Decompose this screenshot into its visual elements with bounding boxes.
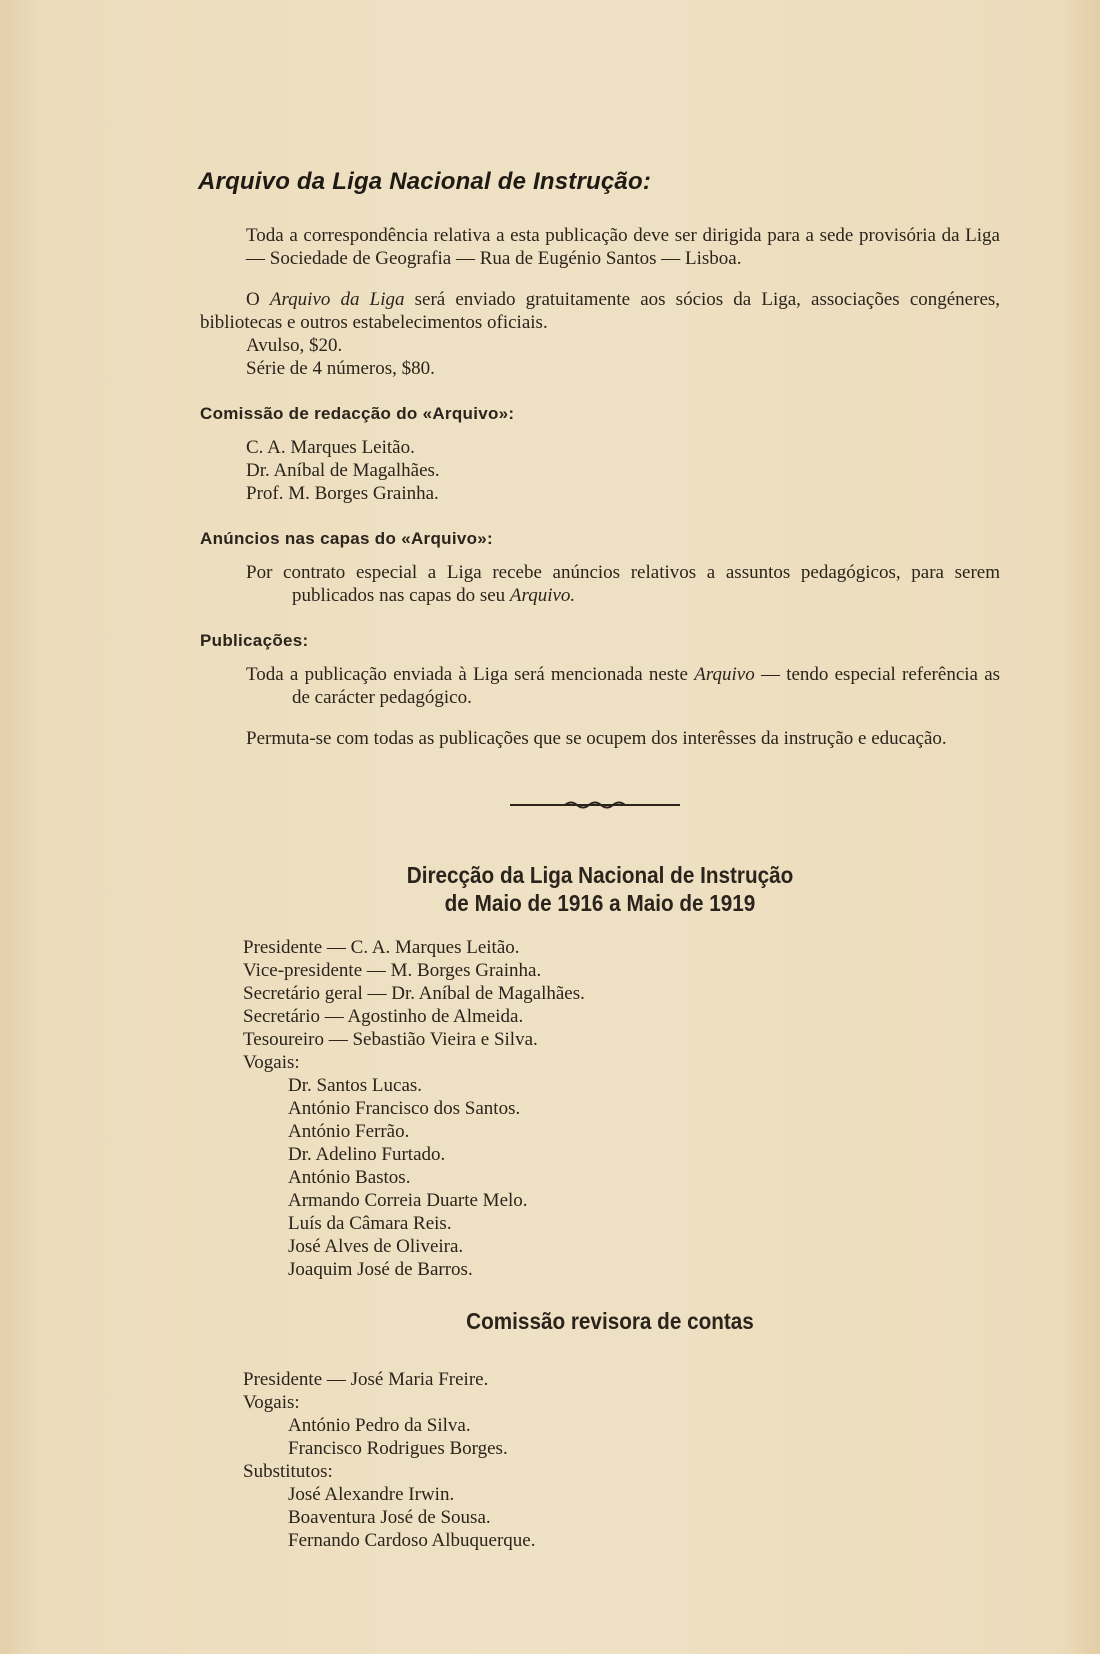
role: Vogais: [243, 1052, 300, 1073]
anuncios-pre: Por contrato especial a Liga recebe anúncios relativos a assuntos pedagógicos, para serem publicados nas capas do seu [246, 562, 1000, 606]
vogal: António Pedro da Silva. [288, 1415, 471, 1436]
vogal: António Ferrão. [288, 1121, 410, 1142]
ornament-divider [510, 800, 680, 810]
intro-paragraph-1: Toda a correspondência relativa a esta publicação deve ser dirigida para a sede provisória da Liga — Sociedade de Geografia — Rua de Eugénio Santos — Lisboa. [246, 225, 1000, 269]
comissao-revisora-list [243, 1368, 535, 1552]
vogal: Dr. Adelino Furtado. [288, 1144, 446, 1165]
member: Prof. M. Borges Grainha. [246, 483, 439, 504]
publicacoes-label: Publicações: [200, 631, 309, 650]
presidente: Presidente — José Maria Freire. [243, 1369, 489, 1390]
p2-pre: O [246, 289, 260, 310]
main-content [200, 168, 1000, 750]
permuta-paragraph: Permuta-se com todas as publicações que se ocupem dos interêsses da instrução e educação. [246, 728, 947, 749]
member: C. A. Marques Leitão. [246, 437, 415, 458]
intro-block [200, 224, 1000, 270]
vogal: Luís da Câmara Reis. [288, 1213, 452, 1234]
serie-price: Série de 4 números, $80. [246, 358, 435, 379]
comissao-redaccao-label: Comissão de redacção do «Arquivo»: [200, 404, 515, 423]
anuncios-text [200, 561, 1000, 607]
role: Secretário — Agostinho de Almeida. [243, 1006, 524, 1027]
avulso-price: Avulso, $20. [246, 335, 343, 356]
publicacoes-pre: Toda a publicação enviada à Liga será mencionada neste [246, 664, 688, 685]
direccao-title-2: de Maio de 1916 a Maio de 1919 [444, 890, 756, 916]
role: Tesoureiro — Sebastião Vieira e Silva. [243, 1029, 538, 1050]
anuncios-label: Anúncios nas capas do «Arquivo»: [200, 529, 493, 548]
substitutos-label: Substitutos: [243, 1461, 333, 1482]
comissao-redaccao-members [200, 436, 1000, 505]
p2-post: será enviado gratuitamente aos sócios da Liga, associações congéneres, bibliotecas e outros estabelecimentos oficiais. [200, 289, 1001, 333]
publicacoes-post: — tendo especial referência as de carácter pedagógico. [292, 664, 1001, 708]
substituto: Boaventura José de Sousa. [288, 1507, 491, 1528]
p2-italic: Arquivo da Liga [269, 289, 405, 310]
intro-paragraph-2 [200, 288, 1000, 334]
vogais-label: Vogais: [243, 1392, 300, 1413]
direccao-title-1: Direcção da Liga Nacional de Instrução [406, 862, 794, 888]
anuncios-italic: Arquivo. [509, 585, 576, 606]
page-title: Arquivo da Liga Nacional de Instrução: [198, 168, 652, 195]
publicacoes-text [200, 663, 1000, 750]
role: Presidente — C. A. Marques Leitão. [243, 937, 520, 958]
role: Vice-presidente — M. Borges Grainha. [243, 960, 542, 981]
vogal: Francisco Rodrigues Borges. [288, 1438, 508, 1459]
vogal: Joaquim José de Barros. [288, 1259, 473, 1280]
publicacoes-italic: Arquivo [694, 664, 755, 685]
direccao-list [243, 936, 585, 1281]
vogal: António Francisco dos Santos. [288, 1098, 521, 1119]
vogal: José Alves de Oliveira. [288, 1236, 464, 1257]
vogal: Armando Correia Duarte Melo. [288, 1190, 528, 1211]
substituto: Fernando Cardoso Albuquerque. [288, 1530, 536, 1551]
vogal: António Bastos. [288, 1167, 411, 1188]
comissao-revisora-title: Comissão revisora de contas [466, 1308, 754, 1334]
member: Dr. Aníbal de Magalhães. [246, 460, 440, 481]
role: Secretário geral — Dr. Aníbal de Magalhães. [243, 983, 585, 1004]
substituto: José Alexandre Irwin. [288, 1484, 455, 1505]
vogal: Dr. Santos Lucas. [288, 1075, 423, 1096]
